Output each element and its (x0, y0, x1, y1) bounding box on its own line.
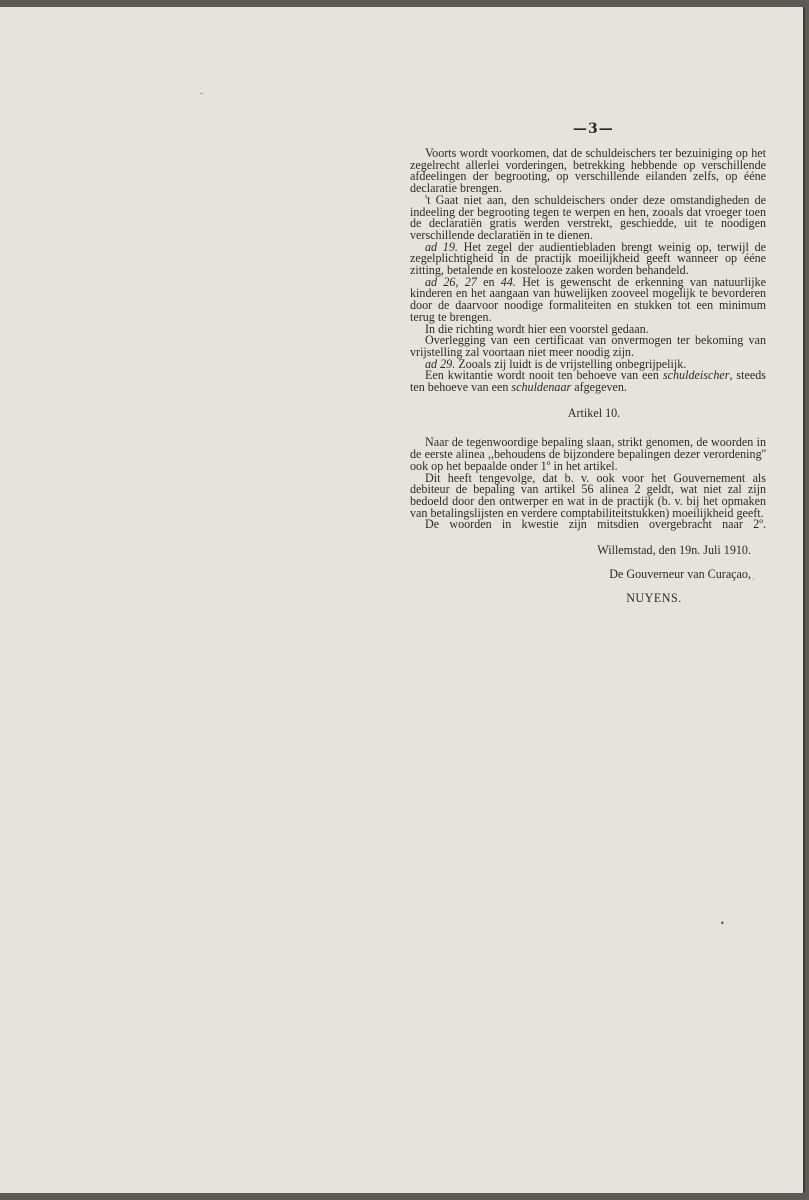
paragraph-ad-19 (410, 239, 766, 278)
governor-title: De Gouverneur van Curaçao, (609, 566, 751, 581)
date-line: Willemstad, den 19n. Juli 1910. (597, 543, 751, 558)
paragraph-overlegging: Overlegging van een certificaat van onvermogen ter bekoming van vrijstelling zal voortaan niet meer noodig zijn. (410, 333, 766, 359)
paragraph-kwitantie (410, 370, 766, 393)
kwitantie-text: afgegeven. (571, 380, 627, 395)
paragraph-ad-26 (410, 274, 766, 324)
kwitantie-text: , steeds ten behoeve van een (410, 368, 766, 395)
document-page (0, 7, 805, 1193)
page-number: —3— (573, 121, 614, 137)
kwitantie-text: Een kwitantie wordt nooit ten behoeve van een (425, 368, 663, 383)
ref-ad-29: ad 29. (425, 356, 456, 371)
signature: NUYENS. (626, 590, 682, 605)
ad-29-text: Zooals zij luidt is de vrijstelling onbegrijpelijk. (455, 356, 687, 371)
stray-mark: - (200, 89, 204, 99)
ad-26-text: Het is gewenscht de erkenning van natuurlijke kinderen en het aangaan van huwelijken zooveel mogelijk te bevorderen door de daarvoor noodige formaliteiten en stukken tot een minimum terug te brengen. (410, 274, 766, 324)
paragraph-richting: In die richting wordt hier een voorstel gedaan. (425, 321, 649, 336)
paragraph-art10-1: Naar de tegenwoordige bepaling slaan, strikt genomen, de woorden in de eerste alinea ,,behoudens de bijzondere bepalingen dezer verordening'' ook op het bepaalde onder 1º in het artikel. (410, 435, 766, 473)
paragraph-gaat: 't Gaat niet aan, den schuldeischers onder deze omstandigheden de indeeling der begrooting tegen te werpen en hen, zooals dat vroeger toen de declaratiën gratis werden verstrekt, geschiedde, uit te noodigen verschillende declaratiën in te dienen. (410, 192, 766, 242)
paragraph-art10-2: Dit heeft tengevolge, dat b. v. ook voor het Gouvernement als debiteur de bepaling van artikel 56 alinea 2 geldt, wat niet zal zijn bedoeld door den ontwerper en wat in de practijk (b. v. bij het opmaken van betalingslijsten en verdere comptabiliteitstukken) moeilijkheid geeft. (410, 470, 766, 520)
paragraph-art10-3: De woorden in kwestie zijn mitsdien overgebracht naar 2º. (425, 517, 766, 532)
body-text (410, 148, 766, 604)
ref-ad-19: ad 19. (425, 239, 458, 254)
paragraph-voorts: Voorts wordt voorkomen, dat de schuldeischers ter bezuiniging op het zegelrecht allerlei vorderingen, betrekking hebbende op verschillende afdeelingen der begrooting, op verschillende eilanden zelfs, op ééne declaratie brengen. (410, 146, 766, 196)
ref-ad-26: ad 26, 27 (425, 274, 477, 289)
ref-ad-44: 44. (500, 274, 516, 289)
article-heading: Artikel 10. (567, 405, 621, 420)
kwitantie-em-schuldeischer: schuldeischer (662, 368, 730, 383)
ad-26-mid: en (476, 274, 501, 289)
ad-19-text: Het zegel der audientiebladen brengt weinig op, terwijl de zegelplichtigheid in de practijk moeilijkheid geeft wanneer op ééne zitting, betalende en kostelooze zaken worden behandeld. (410, 239, 766, 278)
stray-mark: · (752, 575, 755, 585)
ink-dot: • (720, 919, 725, 928)
kwitantie-em-schuldenaar: schuldenaar (511, 380, 572, 395)
